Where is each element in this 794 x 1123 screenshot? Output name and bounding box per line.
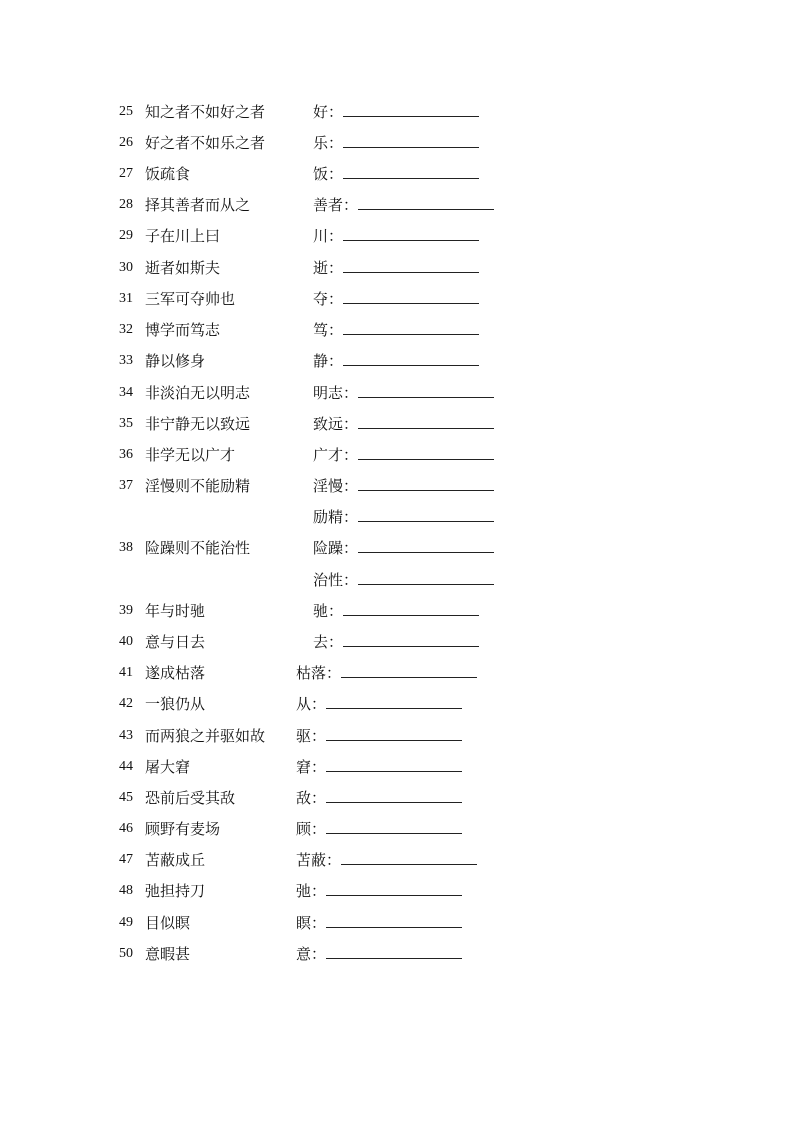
- answer-label: 广才：: [313, 446, 359, 464]
- exercise-row: [0, 443, 794, 467]
- item-number: 46: [119, 821, 133, 836]
- answer-prompt: [296, 692, 462, 716]
- item-number: 43: [119, 728, 133, 743]
- item-number: 28: [119, 197, 133, 212]
- item-number: 31: [119, 291, 133, 306]
- exercise-row: [0, 505, 794, 529]
- answer-blank[interactable]: [358, 475, 494, 491]
- answer-label: 意：: [296, 945, 327, 963]
- answer-blank[interactable]: [343, 350, 479, 366]
- source-phrase: 好之者不如乐之者: [145, 134, 266, 152]
- answer-label: 窘：: [296, 758, 327, 776]
- answer-prompt: [296, 755, 462, 779]
- answer-prompt: [296, 848, 477, 872]
- answer-blank[interactable]: [343, 101, 479, 117]
- answer-label: 笃：: [313, 321, 344, 339]
- answer-prompt: [313, 224, 479, 248]
- source-phrase: 意暇甚: [145, 945, 191, 963]
- answer-blank[interactable]: [343, 257, 479, 273]
- source-phrase: 意与日去: [145, 633, 206, 651]
- exercise-row: [0, 661, 794, 685]
- item-number: 26: [119, 135, 133, 150]
- answer-prompt: [296, 661, 477, 685]
- source-phrase: 逝者如斯夫: [145, 259, 221, 277]
- answer-prompt: [313, 381, 494, 405]
- answer-label: 淫慢：: [313, 477, 359, 495]
- exercise-row: [0, 817, 794, 841]
- answer-label: 敌：: [296, 789, 327, 807]
- answer-prompt: [313, 349, 479, 373]
- source-phrase: 顾野有麦场: [145, 820, 221, 838]
- answer-blank[interactable]: [358, 569, 494, 585]
- answer-prompt: [296, 786, 462, 810]
- item-number: 39: [119, 603, 133, 618]
- exercise-row: [0, 349, 794, 373]
- answer-blank[interactable]: [326, 787, 462, 803]
- exercise-row: [0, 287, 794, 311]
- answer-prompt: [313, 568, 494, 592]
- exercise-row: [0, 318, 794, 342]
- item-number: 49: [119, 915, 133, 930]
- answer-label: 驰：: [313, 602, 344, 620]
- exercise-row: [0, 786, 794, 810]
- answer-label: 夺：: [313, 290, 344, 308]
- source-phrase: 三军可夺帅也: [145, 290, 236, 308]
- answer-label: 从：: [296, 695, 327, 713]
- source-phrase: 弛担持刀: [145, 882, 206, 900]
- exercise-row: [0, 536, 794, 560]
- answer-prompt: [313, 287, 479, 311]
- answer-prompt: [313, 256, 479, 280]
- item-number: 47: [119, 852, 133, 867]
- source-phrase: 知之者不如好之者: [145, 103, 266, 121]
- exercise-row: [0, 848, 794, 872]
- source-phrase: 屠大窘: [145, 758, 191, 776]
- answer-blank[interactable]: [343, 319, 479, 335]
- answer-prompt: [313, 318, 479, 342]
- source-phrase: 博学而笃志: [145, 321, 221, 339]
- item-number: 30: [119, 260, 133, 275]
- answer-label: 乐：: [313, 134, 344, 152]
- answer-blank[interactable]: [326, 693, 462, 709]
- answer-label: 致远：: [313, 415, 359, 433]
- exercise-row: [0, 474, 794, 498]
- answer-label: 好：: [313, 103, 344, 121]
- answer-label: 去：: [313, 633, 344, 651]
- answer-prompt: [313, 505, 494, 529]
- source-phrase: 非学无以广才: [145, 446, 236, 464]
- answer-blank[interactable]: [326, 756, 462, 772]
- item-number: 40: [119, 634, 133, 649]
- item-number: 50: [119, 946, 133, 961]
- source-phrase: 子在川上曰: [145, 227, 221, 245]
- item-number: 27: [119, 166, 133, 181]
- source-phrase: 而两狼之并驱如故: [145, 727, 266, 745]
- exercise-row: [0, 692, 794, 716]
- exercise-row: [0, 942, 794, 966]
- exercise-row: [0, 224, 794, 248]
- exercise-row: [0, 256, 794, 280]
- answer-label: 川：: [313, 227, 344, 245]
- exercise-row: [0, 724, 794, 748]
- answer-prompt: [313, 630, 479, 654]
- answer-blank[interactable]: [343, 631, 479, 647]
- source-phrase: 择其善者而从之: [145, 196, 251, 214]
- exercise-row: [0, 630, 794, 654]
- answer-label: 逝：: [313, 259, 344, 277]
- item-number: 35: [119, 416, 133, 431]
- answer-label: 饭：: [313, 165, 344, 183]
- answer-blank[interactable]: [343, 288, 479, 304]
- answer-prompt: [313, 474, 494, 498]
- answer-prompt: [296, 817, 462, 841]
- answer-blank[interactable]: [326, 725, 462, 741]
- exercise-row: [0, 412, 794, 436]
- item-number: 29: [119, 228, 133, 243]
- source-phrase: 非宁静无以致远: [145, 415, 251, 433]
- item-number: 45: [119, 790, 133, 805]
- answer-prompt: [313, 193, 494, 217]
- answer-blank[interactable]: [358, 444, 494, 460]
- answer-blank[interactable]: [341, 849, 477, 865]
- answer-blank[interactable]: [326, 818, 462, 834]
- answer-label: 苫蔽：: [296, 851, 342, 869]
- exercise-row: [0, 568, 794, 592]
- answer-blank[interactable]: [358, 413, 494, 429]
- answer-blank[interactable]: [326, 943, 462, 959]
- item-number: 48: [119, 883, 133, 898]
- answer-label: 明志：: [313, 384, 359, 402]
- answer-blank[interactable]: [358, 194, 494, 210]
- answer-label: 励精：: [313, 508, 359, 526]
- answer-prompt: [313, 536, 494, 560]
- source-phrase: 遂成枯落: [145, 664, 206, 682]
- source-phrase: 险躁则不能治性: [145, 539, 251, 557]
- item-number: 41: [119, 665, 133, 680]
- exercise-row: [0, 599, 794, 623]
- answer-label: 顾：: [296, 820, 327, 838]
- exercise-row: [0, 911, 794, 935]
- answer-blank[interactable]: [341, 662, 477, 678]
- answer-blank[interactable]: [343, 600, 479, 616]
- answer-blank[interactable]: [326, 912, 462, 928]
- answer-prompt: [313, 599, 479, 623]
- item-number: 37: [119, 478, 133, 493]
- answer-label: 枯落：: [296, 664, 342, 682]
- answer-prompt: [296, 911, 462, 935]
- answer-blank[interactable]: [358, 382, 494, 398]
- source-phrase: 淫慢则不能励精: [145, 477, 251, 495]
- answer-prompt: [296, 724, 462, 748]
- answer-blank[interactable]: [326, 880, 462, 896]
- source-phrase: 非淡泊无以明志: [145, 384, 251, 402]
- item-number: 44: [119, 759, 133, 774]
- exercise-row: [0, 381, 794, 405]
- answer-label: 险躁：: [313, 539, 359, 557]
- item-number: 36: [119, 447, 133, 462]
- exercise-row: [0, 100, 794, 124]
- source-phrase: 饭疏食: [145, 165, 191, 183]
- answer-prompt: [296, 879, 462, 903]
- exercise-row: [0, 879, 794, 903]
- answer-blank[interactable]: [343, 163, 479, 179]
- answer-label: 弛：: [296, 882, 327, 900]
- source-phrase: 一狼仍从: [145, 695, 206, 713]
- item-number: 38: [119, 540, 133, 555]
- answer-prompt: [313, 162, 479, 186]
- answer-prompt: [313, 131, 479, 155]
- source-phrase: 恐前后受其敌: [145, 789, 236, 807]
- answer-label: 善者：: [313, 196, 359, 214]
- item-number: 25: [119, 104, 133, 119]
- exercise-row: [0, 131, 794, 155]
- item-number: 34: [119, 385, 133, 400]
- exercise-row: [0, 755, 794, 779]
- answer-label: 治性：: [313, 571, 359, 589]
- answer-prompt: [296, 942, 462, 966]
- answer-prompt: [313, 412, 494, 436]
- item-number: 33: [119, 353, 133, 368]
- answer-blank[interactable]: [343, 225, 479, 241]
- answer-label: 瞑：: [296, 914, 327, 932]
- answer-blank[interactable]: [343, 132, 479, 148]
- source-phrase: 目似瞑: [145, 914, 191, 932]
- answer-prompt: [313, 100, 479, 124]
- answer-prompt: [313, 443, 494, 467]
- answer-label: 驱：: [296, 727, 327, 745]
- source-phrase: 年与时驰: [145, 602, 206, 620]
- answer-label: 静：: [313, 352, 344, 370]
- source-phrase: 苫蔽成丘: [145, 851, 206, 869]
- source-phrase: 静以修身: [145, 352, 206, 370]
- answer-blank[interactable]: [358, 537, 494, 553]
- answer-blank[interactable]: [358, 506, 494, 522]
- item-number: 42: [119, 696, 133, 711]
- item-number: 32: [119, 322, 133, 337]
- exercise-row: [0, 162, 794, 186]
- exercise-row: [0, 193, 794, 217]
